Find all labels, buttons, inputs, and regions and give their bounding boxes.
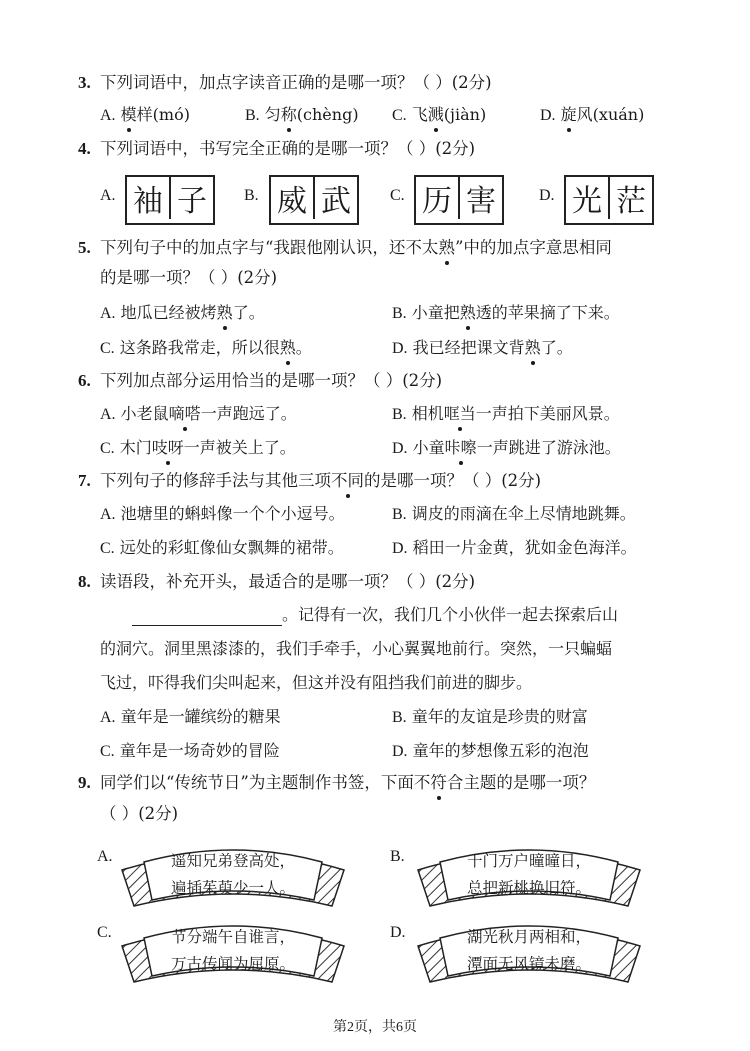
question-3-stem — [78, 72, 492, 94]
q6-option-c[interactable]: C. 木门吱呀一声被关上了。 — [100, 438, 296, 457]
dotted-char: 熟 — [524, 338, 541, 357]
poem-line-2: 潭面无风镜未磨。 — [466, 955, 591, 973]
q3-option-d[interactable] — [540, 104, 644, 127]
word-char: 历 — [422, 184, 452, 219]
stem-text: 下列句子的修辞手法与其他三项不同的是哪一项？（ ）(2分) — [100, 471, 542, 490]
q7-option-b[interactable]: B. 调皮的雨滴在伞上尽情地跳舞。 — [392, 504, 636, 523]
word-char: 害 — [458, 177, 502, 219]
poem-line-2: 总把新桃换旧符。 — [466, 879, 591, 897]
word-char: 茫 — [608, 177, 652, 219]
q7-option-a[interactable]: A. 池塘里的蝌蚪像一个个小逗号。 — [100, 504, 345, 523]
option-letter: A. — [100, 107, 116, 124]
dotted-word: 哐当 — [443, 404, 476, 423]
option-text: 匀称(chèng) — [264, 105, 359, 124]
q7-option-c[interactable]: C. 远处的彩虹像仙女飘舞的裙带。 — [100, 538, 344, 557]
q4-option-d-letter[interactable]: D. — [539, 187, 555, 204]
word-char: 武 — [313, 177, 357, 219]
question-5-stem — [78, 237, 612, 259]
stem-text: 读语段，补充开头，最适合的是哪一项？（ ）(2分) — [100, 572, 476, 591]
dotted-char: 模 — [120, 105, 137, 124]
dotted-word: 咔嚓 — [444, 438, 477, 457]
q3-option-a[interactable] — [100, 104, 190, 127]
question-number: 8. — [78, 572, 91, 591]
q8-option-b[interactable]: B. 童年的友谊是珍贵的财富 — [392, 707, 588, 726]
poem-line-1: 节分端午自谁言， — [170, 928, 295, 946]
question-5-stem-line2: 的是哪一项？（ ）(2分) — [100, 268, 278, 287]
dotted-word: 吱呀 — [151, 438, 184, 457]
q4-option-a-letter[interactable]: A. — [100, 187, 116, 204]
page-footer: 第2页，共6页 — [333, 1020, 417, 1035]
q9-option-b-bookmark[interactable] — [414, 842, 644, 912]
q6-option-a[interactable]: A. 小老鼠嘀嗒一声跑远了。 — [100, 404, 297, 423]
q8-paragraph-line2: 的洞穴。洞里黑漆漆的，我们手牵手，小心翼翼地前行。突然，一只蝙蝠 — [100, 639, 613, 658]
poem-line-1: 湖光秋月两相和， — [466, 928, 591, 946]
q6-option-d[interactable]: D. 小童咔嚓一声跳进了游泳池。 — [392, 438, 621, 457]
q8-option-a[interactable]: A. 童年是一罐缤纷的糖果 — [100, 707, 281, 726]
option-text: 旋风(xuán) — [560, 105, 645, 124]
stem-text: 同学们以“传统节日”为主题制作书签，下面不符合主题的是哪一项？ — [100, 773, 596, 792]
q5-option-d[interactable]: D. 我已经把课文背熟了。 — [392, 338, 573, 357]
q4-option-b-word[interactable] — [269, 175, 359, 225]
q5-option-b[interactable]: B. 小童把熟透的苹果摘了下来。 — [392, 303, 620, 322]
dotted-char: 熟 — [438, 238, 455, 257]
q3-option-c[interactable] — [392, 104, 486, 127]
dotted-char: 熟 — [279, 338, 296, 357]
q4-option-a-word[interactable] — [125, 175, 215, 225]
q9-option-a-letter[interactable]: A. — [97, 848, 113, 865]
dotted-char: 溅 — [427, 105, 444, 124]
question-number: 9. — [78, 773, 91, 792]
question-number: 5. — [78, 238, 91, 257]
dotted-char: 熟 — [459, 303, 476, 322]
dotted-char: 旋 — [560, 105, 577, 124]
dotted-char: 称 — [280, 105, 297, 124]
word-char: 袖 — [133, 184, 163, 219]
q8-paragraph-line1: 。记得有一次，我们几个小伙伴一起去探索后山 — [132, 604, 618, 626]
option-letter: B. — [245, 107, 260, 124]
question-4-stem — [78, 138, 476, 160]
answer-blank[interactable] — [132, 607, 282, 626]
q4-option-c-word[interactable] — [414, 175, 504, 225]
stem-text: 下列句子中的加点字与“我跟他刚认识，还不太熟”中的加点字意思相同 — [100, 238, 612, 257]
poem-line-2: 遍插茱萸少一人。 — [170, 879, 295, 897]
q8-option-c[interactable]: C. 童年是一场奇妙的冒险 — [100, 741, 280, 760]
option-text: 模样(mó) — [120, 105, 190, 124]
q4-option-c-letter[interactable]: C. — [390, 187, 405, 204]
word-char: 子 — [169, 177, 213, 219]
q6-option-b[interactable]: B. 相机哐当一声拍下美丽风景。 — [392, 404, 620, 423]
option-letter: D. — [540, 107, 556, 124]
q8-paragraph-line3: 飞过，吓得我们尖叫起来，但这并没有阻挡我们前进的脚步。 — [100, 673, 533, 692]
question-9-stem — [78, 772, 596, 794]
question-6-stem — [78, 370, 443, 392]
poem-line-2: 万古传闻为屈原。 — [170, 955, 295, 973]
q3-option-b[interactable] — [245, 104, 359, 127]
poem-line-1: 遥知兄弟登高处， — [170, 852, 295, 870]
q9-option-a-bookmark[interactable] — [118, 842, 348, 912]
q5-option-a[interactable]: A. 地瓜已经被烤熟了。 — [100, 303, 265, 322]
question-number: 7. — [78, 471, 91, 490]
dotted-word: 嘀嗒 — [168, 404, 201, 423]
question-number: 3. — [78, 73, 91, 92]
q8-option-d[interactable]: D. 童年的梦想像五彩的泡泡 — [392, 741, 589, 760]
word-char: 光 — [572, 184, 602, 219]
poem-line-1: 千门万户曈曈日， — [466, 852, 591, 870]
dotted-word: 不同 — [331, 471, 364, 490]
q4-option-d-word[interactable] — [564, 175, 654, 225]
question-9-stem-line2: （ ）(2分) — [100, 804, 179, 823]
question-8-stem — [78, 571, 476, 593]
stem-text: 下列加点部分运用恰当的是哪一项？（ ）(2分) — [100, 371, 443, 390]
q5-option-c[interactable]: C. 这条路我常走，所以很熟。 — [100, 338, 312, 357]
dotted-char: 熟 — [216, 303, 233, 322]
q9-option-b-letter[interactable]: B. — [390, 848, 405, 865]
question-7-stem — [78, 470, 542, 492]
option-letter: C. — [392, 107, 407, 124]
q7-option-d[interactable]: D. 稻田一片金黄，犹如金色海洋。 — [392, 538, 637, 557]
word-char: 威 — [277, 184, 307, 219]
stem-text: 下列词语中，书写完全正确的是哪一项？（ ）(2分) — [100, 139, 476, 158]
question-number: 6. — [78, 371, 91, 390]
q9-option-d-bookmark[interactable] — [414, 918, 644, 988]
stem-text: 下列词语中，加点字读音正确的是哪一项？（ ）(2分) — [100, 73, 492, 92]
q9-option-d-letter[interactable]: D. — [390, 924, 406, 941]
dotted-word: 不符合 — [413, 773, 464, 792]
q9-option-c-bookmark[interactable] — [118, 918, 348, 988]
option-text: 飞溅(jiàn) — [411, 105, 487, 124]
q9-option-c-letter[interactable]: C. — [97, 924, 112, 941]
question-number: 4. — [78, 139, 91, 158]
q4-option-b-letter[interactable]: B. — [244, 187, 259, 204]
